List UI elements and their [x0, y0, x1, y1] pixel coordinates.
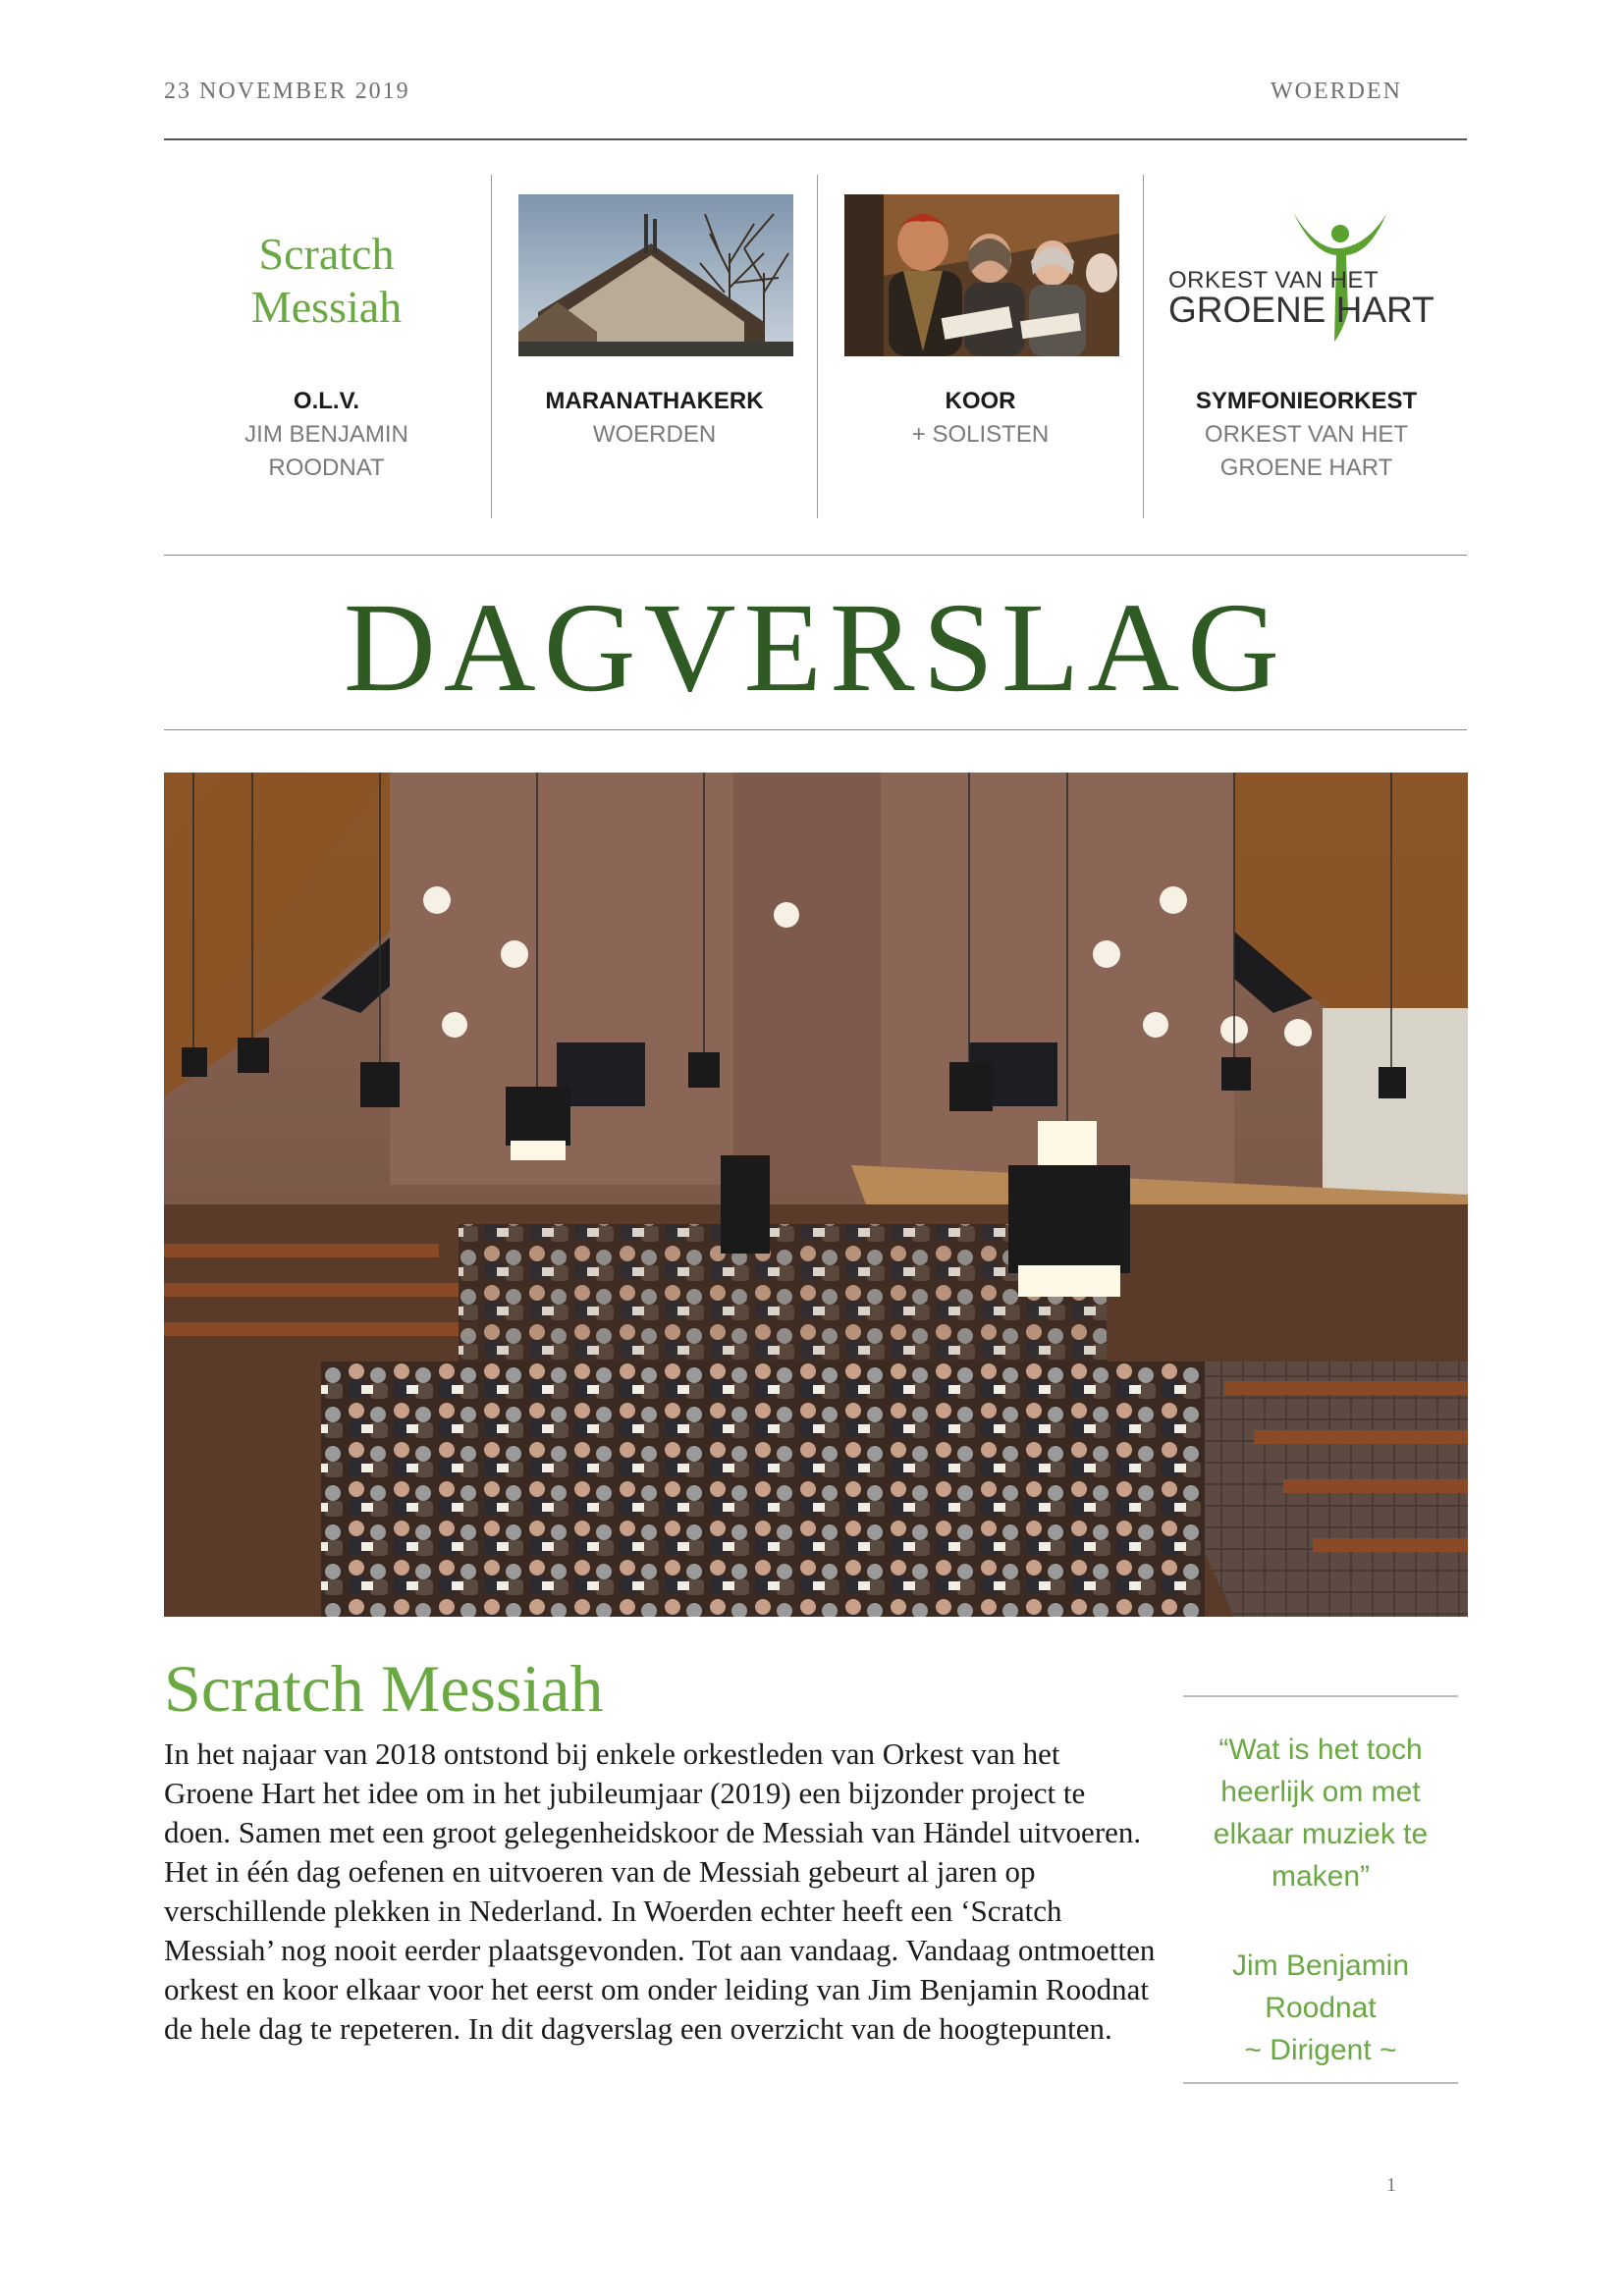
logo-figure-head [1331, 225, 1349, 242]
page-title: DAGVERSLAG [343, 577, 1288, 719]
author-name-line-2: Roodnat [1265, 1992, 1377, 2024]
header-date: 23 NOVEMBER 2019 [164, 79, 410, 104]
caption-line: + SOLISTEN [911, 421, 1050, 448]
church-interior-photo [164, 773, 1468, 1617]
header-rule [164, 138, 1467, 140]
conductor-figure [721, 1155, 770, 1254]
author-name-line-1: Jim Benjamin [1231, 1949, 1410, 1982]
caption-bold: SYMFONIEORKEST [1195, 388, 1418, 414]
column-orchestra [1143, 175, 1469, 518]
event-title-line-1: Scratch [258, 229, 395, 279]
article-heading: Scratch Messiah [164, 1651, 604, 1726]
orchestra-logo [1165, 194, 1450, 356]
caption-bold: MARANATHAKERK [545, 388, 764, 414]
info-columns [164, 175, 1467, 518]
document-header [164, 79, 1467, 118]
column-event [164, 175, 489, 518]
caption-line: GROENE HART [1219, 454, 1393, 481]
church-exterior-photo [518, 194, 793, 356]
caption-line: ROODNAT [268, 454, 385, 481]
pull-quote-author [1183, 1945, 1458, 2071]
choir-caption [818, 385, 1143, 452]
author-role: ~ Dirigent ~ [1244, 2034, 1397, 2066]
title-bottom-rule [164, 729, 1467, 730]
caption-line: JIM BENJAMIN [244, 421, 408, 448]
caption-bold: KOOR [945, 388, 1016, 414]
caption-line: WOERDEN [592, 421, 717, 448]
caption-bold: O.L.V. [293, 388, 360, 414]
logo-line-2: GROENE HART [1168, 290, 1434, 330]
event-title [164, 228, 489, 334]
page-number: 1 [1386, 2174, 1396, 2196]
column-venue [491, 175, 817, 518]
column-choir [817, 175, 1143, 518]
event-title-line-2: Messiah [250, 282, 403, 332]
caption-line: ORKEST VAN HET [1204, 421, 1409, 448]
logo-line-1: ORKEST VAN HET [1168, 267, 1380, 294]
title-top-rule [164, 555, 1467, 556]
orchestra-caption [1144, 385, 1469, 485]
pull-quote [1183, 1695, 1458, 2084]
pull-quote-text: “Wat is het toch heerlijk om met elkaar muziek te maken” [1213, 1734, 1429, 1893]
venue-caption [492, 385, 817, 452]
choir-photo [844, 194, 1119, 356]
article-body: In het najaar van 2018 ontstond bij enkele orkestleden van Orkest van het Groene Hart het idee om in het jubileumjaar (2019) een bijzonder project te doen. Samen met een groot gelegenheidskoor de Messiah van Händel uitvoeren. Het in één dag oefenen en uitvoeren van de Messiah gebeurt al jaren op verschillende plekken in Nederland. In Woerden echter heeft een ‘Scratch Messiah’ nog nooit eerder plaatsgevonden. Tot aan vandaag. Vandaag ontmoetten orkest en koor elkaar voor het eerst om onder leiding van Jim Benjamin Roodnat de hele dag te repeteren. In dit dagverslag een overzicht van de hoogtepunten. [164, 1736, 1156, 2046]
event-caption [164, 385, 489, 485]
header-place: WOERDEN [1271, 79, 1402, 104]
